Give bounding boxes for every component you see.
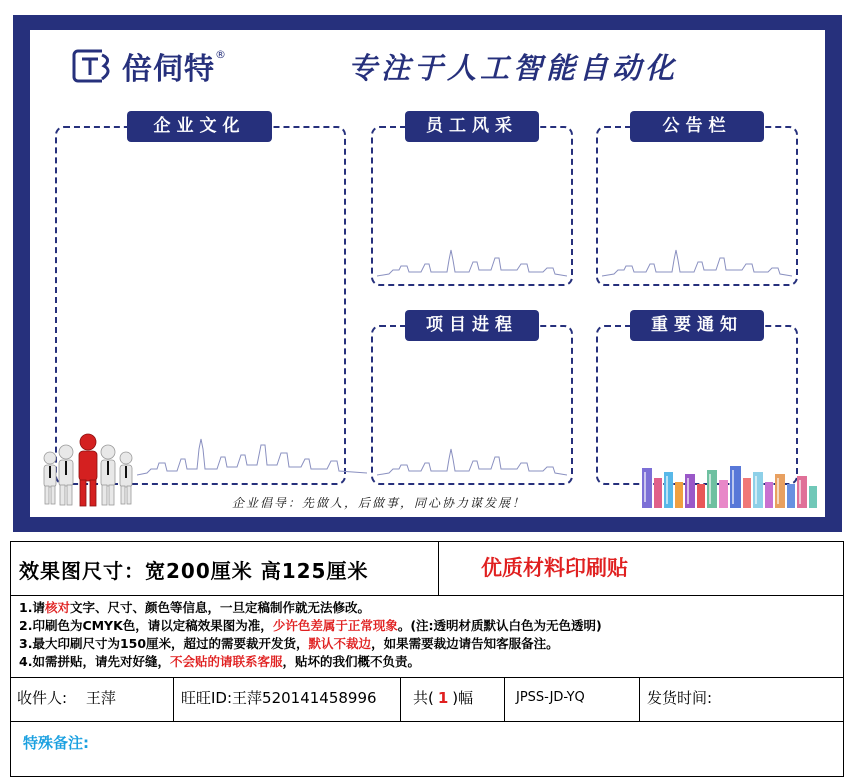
skyline-icon	[377, 238, 567, 278]
count-value: 1	[437, 689, 449, 707]
skyline-icon	[602, 238, 792, 278]
brand-logo	[72, 46, 226, 86]
note-line: 4.如需拼贴，请先对好缝，不会贴的请联系客服，贴坏的我们概不负责。	[19, 654, 420, 669]
panel-important	[596, 325, 798, 485]
recipient-label: 收件人:	[17, 689, 68, 707]
divider	[400, 678, 401, 721]
note-line: 2.印刷色为CMYK色，请以定稿效果图为准，少许色差属于正常现象。(注:透明材质默认白色为无色透明)	[19, 618, 602, 633]
panel-title-staff: 员工风采	[405, 111, 539, 142]
divider	[438, 542, 439, 595]
order-info-table	[10, 541, 844, 777]
order-size-row	[11, 542, 843, 596]
panel-title-culture: 企业文化	[127, 111, 272, 142]
team-people-icon	[38, 430, 143, 510]
registered-mark: ®	[215, 48, 226, 61]
recipient-name: 王萍	[85, 689, 116, 707]
material-label: 优质材料印刷贴	[481, 556, 628, 580]
panel-title-important: 重要通知	[630, 310, 764, 341]
panel-staff	[371, 126, 573, 286]
size-label: 效果图尺寸：宽200厘米 高125厘米	[19, 559, 369, 583]
brand-name: 倍伺特	[122, 52, 215, 87]
colorful-city-icon	[640, 462, 830, 508]
logo-mark-icon	[72, 47, 114, 85]
note-line: 1.请核对文字、尺寸、颜色等信息，一旦定稿制作就无法修改。	[19, 600, 370, 615]
divider	[504, 678, 505, 721]
special-notes-label: 特殊备注:	[23, 734, 89, 752]
company-motto: 企业倡导：先做人，后做事，同心协力谋发展！	[232, 496, 527, 510]
order-notes	[19, 599, 602, 671]
count-cell: 共( 1 )幅	[413, 689, 474, 707]
panel-title-progress: 项目进程	[405, 310, 539, 341]
divider	[173, 678, 174, 721]
recipient-cell	[17, 678, 116, 721]
order-code: JPSS-JD-YQ	[516, 690, 585, 705]
note-line: 3.最大印刷尺寸为150厘米，超过的需要裁开发货，默认不裁边，如果需要裁边请告知客服备注。	[19, 636, 559, 651]
slogan: 专注于人工智能自动化	[348, 51, 679, 85]
ship-time-label: 发货时间:	[647, 689, 713, 707]
panel-notice	[596, 126, 798, 286]
divider	[639, 678, 640, 721]
skyline-icon	[377, 437, 567, 477]
panel-progress	[371, 325, 573, 485]
wangwang-id: 旺旺ID:王萍520141458996	[181, 689, 377, 707]
skyline-icon	[137, 429, 367, 477]
panel-title-notice: 公告栏	[630, 111, 764, 142]
order-detail-row	[11, 677, 843, 722]
